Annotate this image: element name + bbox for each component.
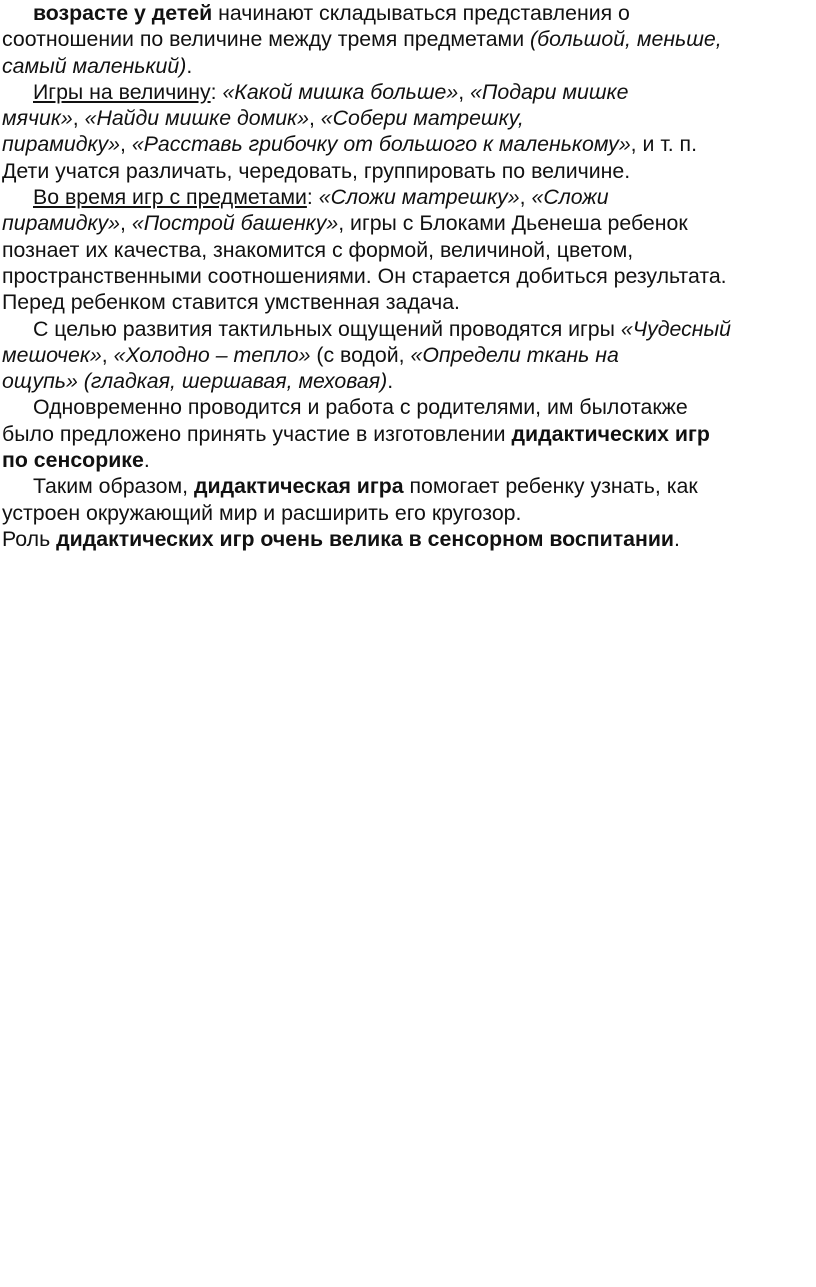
text-line <box>2 500 814 526</box>
game-title: «Построй башенку» <box>131 211 339 236</box>
text-run: было предложено принять участие в изготовлении <box>2 421 512 446</box>
text-run: Одновременно проводится и работа с родителями, им былотакже <box>33 395 688 420</box>
document-body <box>2 0 814 552</box>
text-line <box>2 79 814 105</box>
text-run: , <box>458 79 471 104</box>
text-run: , <box>519 185 532 210</box>
text-run: : <box>306 185 319 210</box>
text-run: соотношении по величине между тремя предметами <box>2 27 531 52</box>
text-line <box>2 421 814 447</box>
text-line <box>2 53 814 79</box>
text-run: пространственными соотношениями. Он старается добиться результата. <box>2 263 727 288</box>
text-run: познает их качества, знакомится с формой, величиной, цветом, <box>2 237 634 262</box>
paragraph-tactile-games <box>2 316 814 395</box>
text-run: начинают складываться представления о <box>212 1 630 25</box>
text-line <box>2 526 814 552</box>
game-title: «Сложи <box>531 185 609 210</box>
bold-phrase: возрасте у детей <box>33 1 213 25</box>
game-title: «Подари мишке <box>470 79 629 104</box>
italic-phrase: самый маленький) <box>2 53 187 78</box>
text-line <box>2 26 814 52</box>
bold-phrase: дидактическая игра <box>194 474 404 499</box>
text-line <box>2 394 814 420</box>
paragraph-conclusion <box>2 473 814 526</box>
text-run: , и т. п. <box>630 132 697 157</box>
text-line <box>2 368 814 394</box>
text-line <box>2 316 814 342</box>
game-title: «Расставь грибочку от большого к маленькому» <box>131 132 631 157</box>
paragraph-age-perception <box>2 0 814 79</box>
game-title: «Чудесный <box>620 316 731 341</box>
text-line <box>2 105 814 131</box>
text-line <box>2 263 814 289</box>
text-run: . <box>143 448 150 473</box>
game-title: «Найди мишке домик» <box>84 106 309 131</box>
paragraph-role-statement <box>2 526 814 552</box>
text-line <box>2 342 814 368</box>
game-title: «Какой мишка больше» <box>222 79 459 104</box>
text-line <box>2 447 814 473</box>
italic-phrase: (большой, меньше, <box>530 27 722 52</box>
text-run: (с водой, <box>310 342 411 367</box>
text-line <box>2 0 814 26</box>
text-run: . <box>186 53 193 78</box>
text-line <box>2 237 814 263</box>
text-run: Таким образом, <box>33 474 195 499</box>
text-run: помогает ребенку узнать, как <box>403 474 698 499</box>
text-line <box>2 158 814 184</box>
underlined-heading: Игры на величину <box>33 79 211 104</box>
game-title: мешочек» <box>2 342 102 367</box>
text-run: , <box>120 211 132 236</box>
text-run: устроен окружающий мир и расширить его кругозор. <box>2 500 522 525</box>
text-run: , <box>120 132 132 157</box>
text-line <box>2 131 814 157</box>
text-line <box>2 210 814 236</box>
game-title: ощупь» (гладкая, шершавая, меховая) <box>2 369 388 394</box>
text-run: . <box>674 526 680 551</box>
text-run: Роль <box>2 526 57 551</box>
paragraph-parents-work <box>2 394 814 473</box>
text-run: , <box>308 106 321 131</box>
bold-phrase: по сенсорике <box>2 448 144 473</box>
text-run: Перед ребенком ставится умственная задача. <box>2 290 460 315</box>
paragraph-size-games <box>2 79 814 184</box>
bold-phrase: дидактических игр очень велика в сенсорном воспитании <box>56 526 675 551</box>
bold-phrase: дидактических игр <box>511 421 710 446</box>
text-run: С целью развития тактильных ощущений проводятся игры <box>33 316 621 341</box>
text-line <box>2 473 814 499</box>
text-line <box>2 289 814 315</box>
game-title: пирамидку» <box>2 132 121 157</box>
game-title: «Собери матрешку, <box>320 106 524 131</box>
text-run: , игры с Блоками Дьенеша ребенок <box>338 211 688 236</box>
game-title: пирамидку» <box>2 211 121 236</box>
game-title: «Холодно – тепло» <box>113 342 311 367</box>
text-run: , <box>72 106 85 131</box>
game-title: мячик» <box>2 106 73 131</box>
text-run: Дети учатся различать, чередовать, группировать по величине. <box>2 158 631 183</box>
paragraph-object-games <box>2 184 814 315</box>
text-run: : <box>210 79 223 104</box>
text-run: . <box>387 369 394 394</box>
text-run: , <box>101 342 114 367</box>
underlined-heading: Во время игр с предметами <box>33 185 307 210</box>
game-title: «Определи ткань на <box>410 342 619 367</box>
game-title: «Сложи матрешку» <box>318 185 520 210</box>
text-line <box>2 184 814 210</box>
